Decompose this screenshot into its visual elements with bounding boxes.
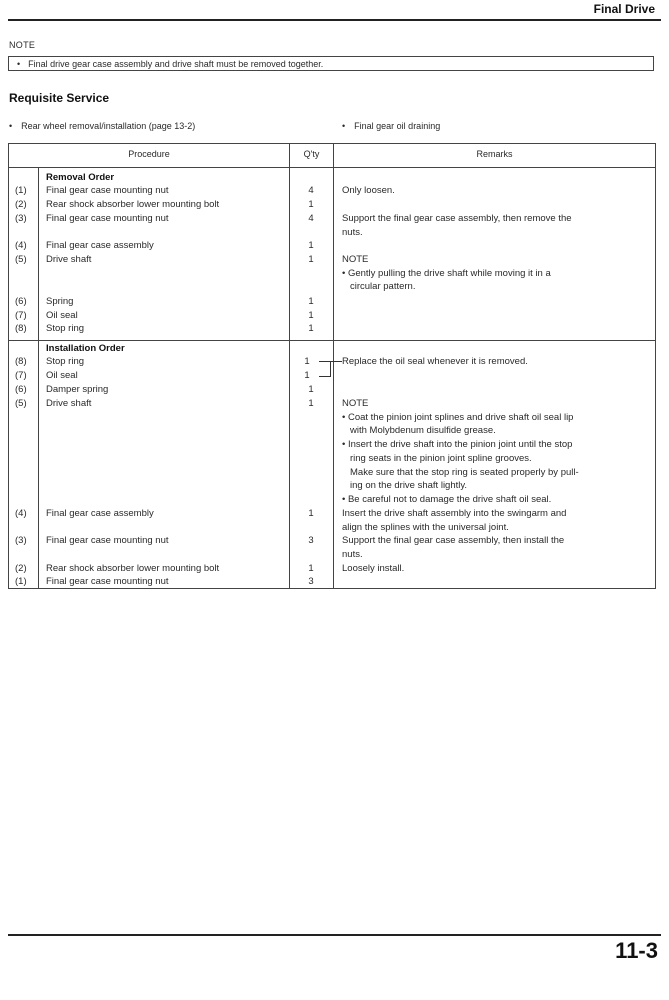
table-row: (3) Final gear case mounting nut 4 bbox=[15, 213, 314, 224]
bullet-icon: • bbox=[17, 59, 21, 69]
remark-removal-5: NOTE • Gently pulling the drive shaft while moving it in a circular pattern. bbox=[342, 254, 551, 293]
table-row: (7) Oil seal 1 bbox=[15, 370, 310, 381]
page-number: 11-3 bbox=[615, 938, 658, 963]
note-label: NOTE bbox=[9, 40, 36, 50]
section-header-title: Final Drive bbox=[593, 2, 655, 16]
remark-install-4: Insert the drive shaft assembly into the swingarm and align the splines with the universal joint. bbox=[342, 508, 567, 533]
table-row: (4) Final gear case assembly 1 bbox=[15, 240, 314, 251]
removal-order-title: Removal Order bbox=[46, 172, 115, 183]
header-divider bbox=[9, 167, 655, 168]
bullet-icon: • bbox=[342, 121, 346, 131]
table-row: (7) Oil seal 1 bbox=[15, 310, 314, 321]
table-row: (4) Final gear case assembly 1 bbox=[15, 508, 314, 519]
installation-order-title: Installation Order bbox=[46, 343, 125, 354]
procedure-header: Procedure bbox=[128, 149, 170, 159]
remark-install-oil-seal: Replace the oil seal whenever it is removed. bbox=[342, 356, 528, 367]
table-row: (6) Spring 1 bbox=[15, 296, 314, 307]
bullet-icon: • bbox=[9, 121, 13, 131]
remark-install-3: Support the final gear case assembly, then install the nuts. bbox=[342, 535, 565, 560]
table-row: (8) Stop ring 1 bbox=[15, 356, 310, 367]
remark-removal-3: Support the final gear case assembly, then remove the nuts. bbox=[342, 213, 572, 238]
requisite-item: • Rear wheel removal/installation (page 13-2) bbox=[9, 121, 196, 131]
remark-install-drive-shaft: NOTE • Coat the pinion joint splines and drive shaft oil seal lip with Molybdenum disulfide grease. • Insert the drive shaft into the pinion joint until the stop ring seats in the pinion joint spline grooves. Make sure that the stop ring is seated properly by pull- ing on the drive shaft lightly. • Be careful not to damage the drive shaft oil seal. bbox=[342, 398, 579, 505]
table-row: (2) Rear shock absorber lower mounting bolt 1 bbox=[15, 199, 314, 210]
table-row: (8) Stop ring 1 bbox=[15, 323, 314, 334]
table-row: (1) Final gear case mounting nut 3 bbox=[15, 576, 314, 587]
table-row: (6) Damper spring 1 bbox=[15, 384, 314, 395]
remarks-header: Remarks bbox=[476, 149, 513, 159]
note-text: Final drive gear case assembly and drive shaft must be removed together. bbox=[28, 59, 324, 69]
qty-bracket bbox=[319, 361, 331, 377]
procedure-table bbox=[8, 143, 656, 589]
table-row: (1) Final gear case mounting nut 4 bbox=[15, 185, 314, 196]
table-row: (3) Final gear case mounting nut 3 bbox=[15, 535, 314, 546]
note-box bbox=[8, 56, 654, 71]
table-row: (5) Drive shaft 1 bbox=[15, 254, 314, 265]
requisite-item: • Final gear oil draining bbox=[342, 121, 441, 131]
table-row: (2) Rear shock absorber lower mounting bolt 1 bbox=[15, 563, 314, 574]
remark-install-2: Loosely install. bbox=[342, 563, 405, 574]
remark-removal-1: Only loosen. bbox=[342, 185, 395, 196]
qty-header: Q'ty bbox=[303, 149, 320, 159]
table-row: (5) Drive shaft 1 bbox=[15, 398, 314, 409]
header-rule bbox=[8, 19, 661, 21]
bracket-leader bbox=[330, 361, 342, 362]
section-divider bbox=[9, 340, 655, 341]
requisite-service-title: Requisite Service bbox=[9, 91, 110, 105]
footer-rule bbox=[8, 934, 661, 936]
